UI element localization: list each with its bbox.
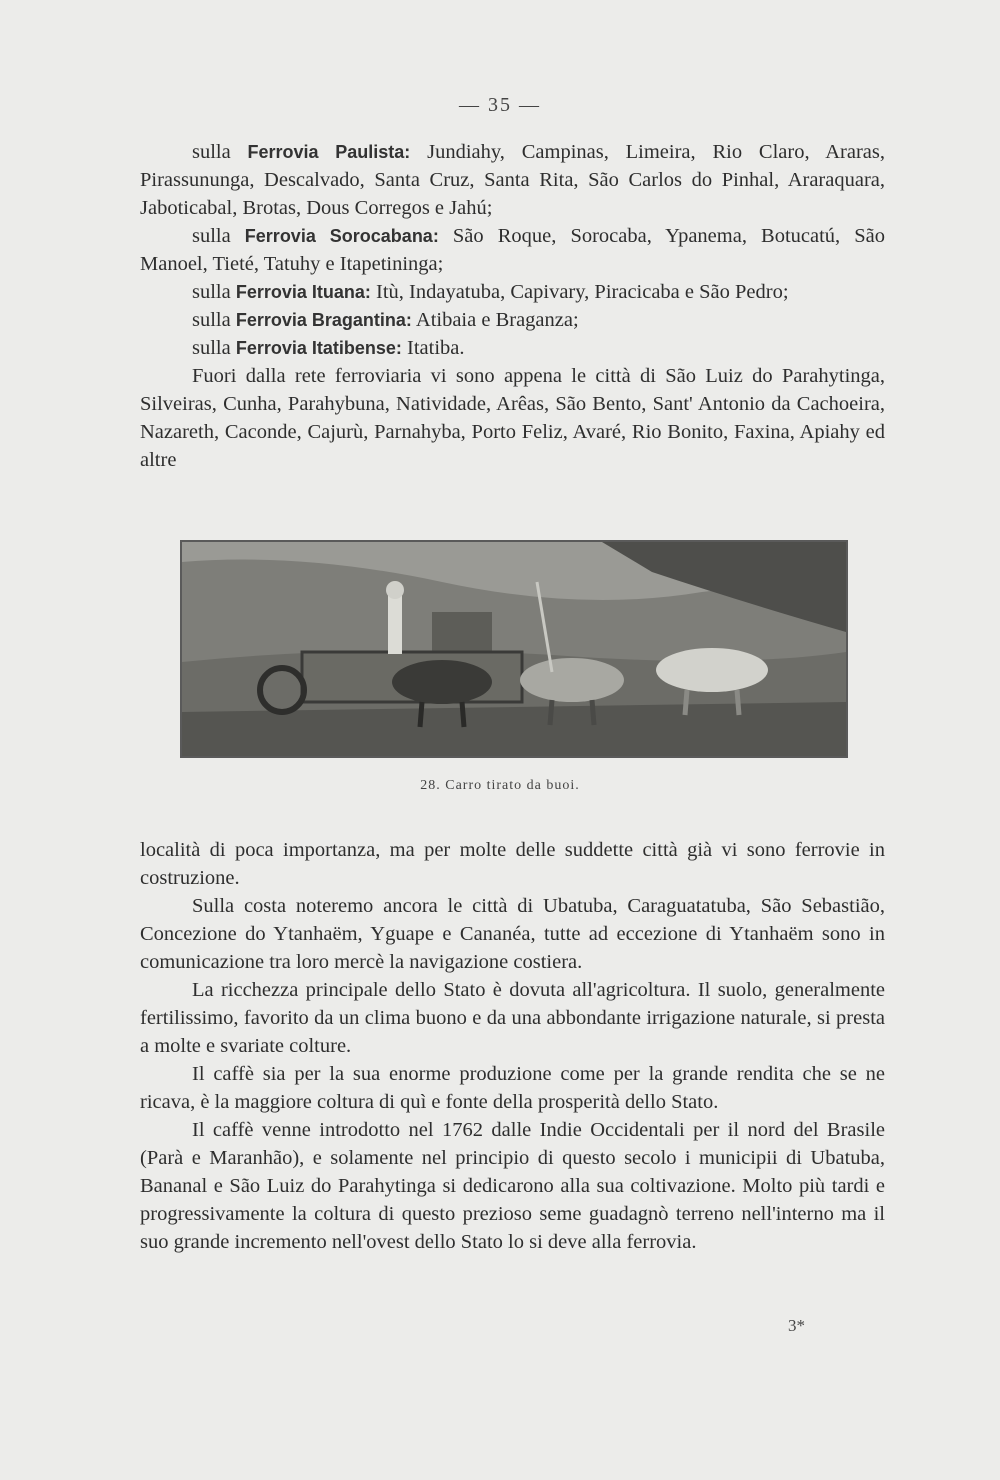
label: sulla bbox=[192, 141, 231, 163]
paragraph bbox=[140, 334, 885, 362]
text-block-bottom bbox=[140, 836, 885, 1256]
label: sulla bbox=[192, 225, 231, 247]
paragraph: Il caffè venne introdotto nel 1762 dalle Indie Occidentali per il nord del Brasile (Parà e Maranhão), e solamente nel principio di questo secolo i municipii di Ubatuba, Bananal e São Luiz do Parahytinga si dedicarono alla sua coltivazione. Molto più tardi e progressivamente la coltura di questo prezioso seme guadagnò terreno nell'interno ma il suo grande incremento nell'ovest dello Stato lo si deve alla ferrovia. bbox=[140, 1119, 885, 1253]
station-list: Itatiba. bbox=[407, 337, 465, 359]
railway-name: Ferrovia Bragantina: bbox=[235, 310, 412, 330]
station-list: Itù, Indayatuba, Capivary, Piracicaba e São Pedro; bbox=[376, 281, 789, 303]
paragraph bbox=[140, 222, 885, 278]
label: sulla bbox=[192, 309, 231, 331]
paragraph bbox=[140, 278, 885, 306]
paragraph bbox=[140, 306, 885, 334]
paragraph: Fuori dalla rete ferroviaria vi sono appena le città di São Luiz do Parahytinga, Silveiras, Cunha, Parahybuna, Natividade, Arêas, São Bento, Sant' Antonio da Cachoeira, Nazareth, Caconde, Cajurù, Parnahyba, Porto Feliz, Avaré, Rio Bonito, Faxina, Apiahy ed altre bbox=[140, 365, 885, 471]
railway-name: Ferrovia Itatibense: bbox=[235, 338, 402, 358]
text-block-top bbox=[140, 138, 885, 474]
paragraph bbox=[140, 138, 885, 222]
page-number: — 35 — bbox=[459, 94, 541, 116]
paragraph: Il caffè sia per la sua enorme produzione come per la grande rendita che se ne ricava, è la maggiore coltura di quì e fonte della prosperità dello Stato. bbox=[140, 1063, 885, 1113]
paragraph: La ricchezza principale dello Stato è dovuta all'agricoltura. Il suolo, generalmente fertilissimo, favorito da un clima buono e da una abbondante irrigazione naturale, si presta a molte e svariate colture. bbox=[140, 979, 885, 1057]
paragraph: Sulla costa noteremo ancora le città di Ubatuba, Caraguatatuba, São Sebastião, Concezione do Ytanhaëm, Yguape e Cananéa, tutte ad eccezione di Ytanhaëm sono in comunicazione tra loro mercè la navigazione costiera. bbox=[140, 895, 885, 973]
figure-caption: 28. Carro tirato da buoi. bbox=[420, 778, 580, 793]
station-list: Jundiahy, Campinas, Limeira, Rio Claro, Araras, Pirassununga, Descalvado, Santa Cruz, Santa Rita, São Carlos do Pinhal, Araraquara, Jaboticabal, Brotas, Dous Corregos e Jahú; bbox=[140, 141, 886, 219]
station-list: Atibaia e Braganza; bbox=[415, 309, 579, 331]
label: sulla bbox=[192, 281, 231, 303]
photo-illustration bbox=[182, 542, 846, 756]
railway-name: Ferrovia Sorocabana: bbox=[244, 226, 439, 246]
sheet-mark: 3* bbox=[788, 1316, 805, 1335]
railway-name: Ferrovia Paulista: bbox=[247, 142, 411, 162]
station-list: São Roque, Sorocaba, Ypanema, Botucatú, São Manoel, Tieté, Tatuhy e Itapetininga; bbox=[140, 225, 885, 275]
paragraph: località di poca importanza, ma per molte delle suddette città già vi sono ferrovie in costruzione. bbox=[140, 839, 885, 889]
label: sulla bbox=[192, 337, 231, 359]
ox-cart-photo bbox=[180, 540, 848, 758]
railway-name: Ferrovia Ituana: bbox=[235, 282, 371, 302]
